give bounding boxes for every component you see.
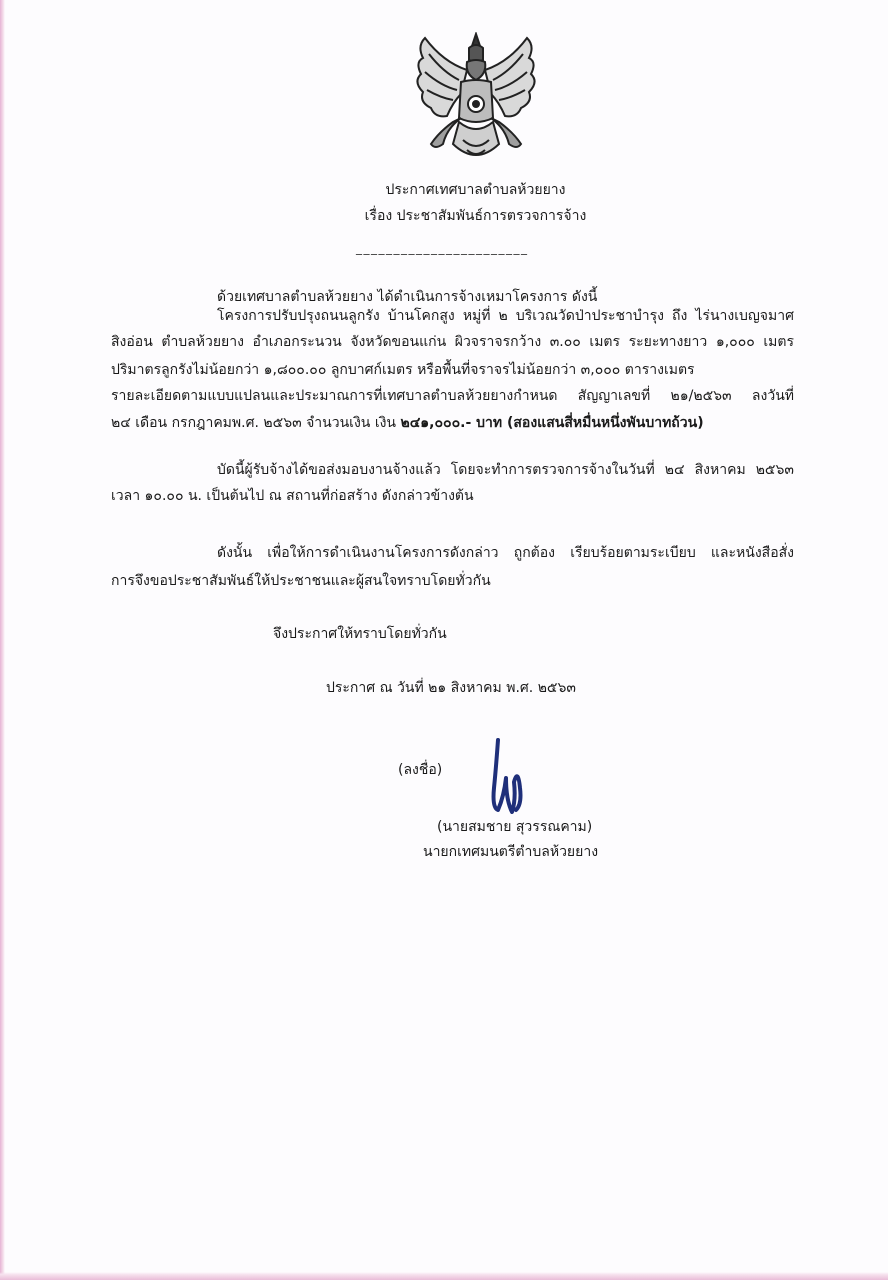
garuda-emblem-icon <box>413 32 539 168</box>
page-edge-bottom <box>0 1272 888 1280</box>
paragraph-1-amount-line <box>111 414 704 432</box>
title-separator: _______________________ <box>356 241 529 255</box>
paragraph-3-line: การจึงขอประชาสัมพันธ์ให้ประชาชนและผู้สนใจทราบโดยทั่วกัน <box>111 573 491 589</box>
announcement-date: ประกาศ ณ วันที่ ๒๑ สิงหาคม พ.ศ. ๒๕๖๓ <box>326 680 576 696</box>
paragraph-1-line: สิงอ่อน ตำบลห้วยยาง อำเภอกระนวน จังหวัดขอนแก่น ผิวจราจรกว้าง ๓.๐๐ เมตร ระยะทางยาว ๑,๐๐๐ เมตร <box>111 334 794 350</box>
closing-statement: จึงประกาศให้ทราบโดยทั่วกัน <box>273 626 447 642</box>
paragraph-1-intro: ด้วยเทศบาลตำบลห้วยยาง ได้ดำเนินการจ้างเหมาโครงการ ดังนี้ <box>217 289 598 305</box>
announcement-title: ประกาศเทศบาลตำบลห้วยยาง <box>385 182 566 198</box>
paragraph-2-line: บัดนี้ผู้รับจ้างได้ขอส่งมอบงานจ้างแล้ว โดยจะทำการตรวจการจ้างในวันที่ ๒๔ สิงหาคม ๒๕๖๓ <box>217 462 794 478</box>
paragraph-2-line: เวลา ๑๐.๐๐ น. เป็นต้นไป ณ สถานที่ก่อสร้าง ดังกล่าวข้างต้น <box>111 488 474 504</box>
paragraph-1-line: ปริมาตรลูกรังไม่น้อยกว่า ๑,๘๐๐.๐๐ ลูกบาศก์เมตร หรือพื้นที่จราจรไม่น้อยกว่า ๓,๐๐๐ ตารางเมตร <box>111 362 695 378</box>
announcement-subject: เรื่อง ประชาสัมพันธ์การตรวจการจ้าง <box>364 208 587 224</box>
signatory-name: (นายสมชาย สุวรรณคาม) <box>437 819 593 835</box>
signature-label: (ลงชื่อ) <box>398 762 443 778</box>
paragraph-1-line: รายละเอียดตามแบบแปลนและประมาณการที่เทศบาลตำบลห้วยยางกำหนด สัญญาเลขที่ ๒๑/๒๕๖๓ ลงวันที่ <box>111 388 794 404</box>
signatory-position: นายกเทศมนตรีตำบลห้วยยาง <box>423 844 599 860</box>
amount-value: ๒๔๑,๐๐๐.- บาท (สองแสนสี่หมื่นหนึ่งพันบาทถ้วน) <box>400 415 704 431</box>
paragraph-1-line: โครงการปรับปรุงถนนลูกรัง บ้านโคกสูง หมู่ที่ ๒ บริเวณวัดป่าประชาบำรุง ถึง ไร่นางเบญจมาศ <box>217 308 794 324</box>
paragraph-3-line: ดังนั้น เพื่อให้การดำเนินงานโครงการดังกล่าว ถูกต้อง เรียบร้อยตามระเบียบ และหนังสือสั่ง <box>217 545 794 561</box>
amount-prefix: ๒๔ เดือน กรกฎาคมพ.ศ. ๒๕๖๓ จำนวนเงิน เงิน <box>111 415 401 431</box>
handwritten-signature <box>484 738 532 814</box>
